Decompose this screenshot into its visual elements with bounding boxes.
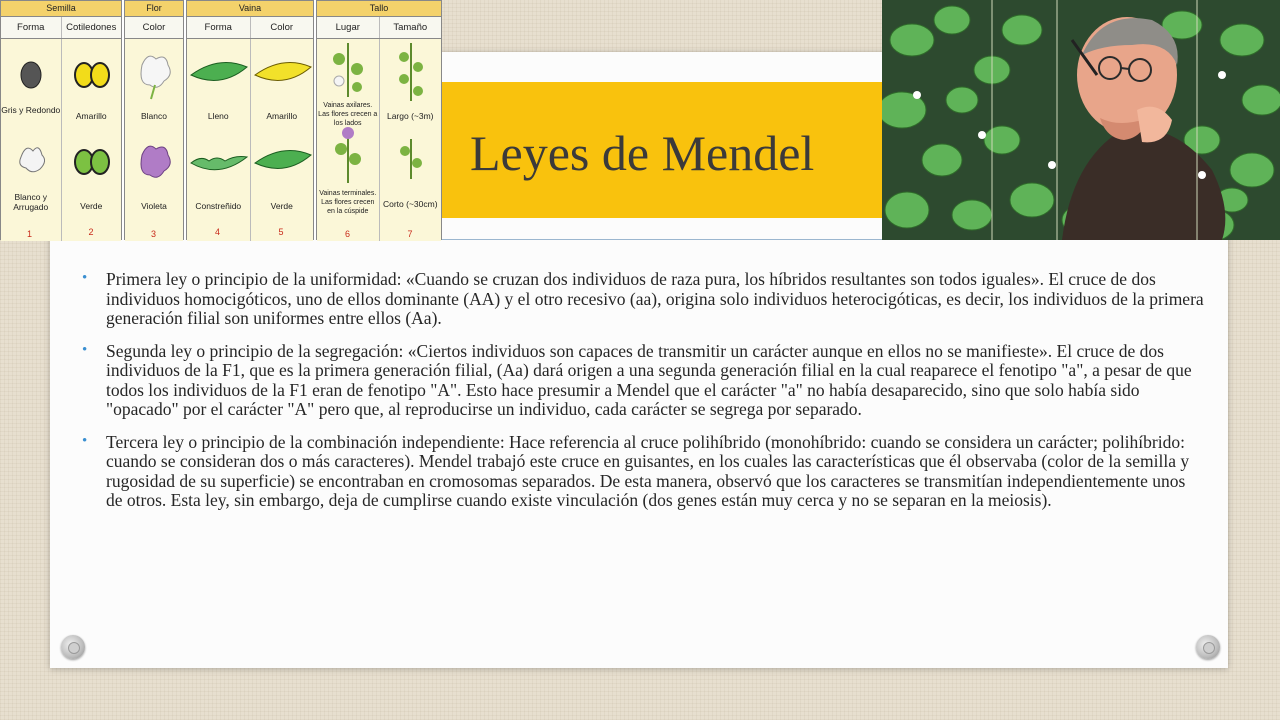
trait-column bbox=[1, 39, 62, 241]
law-item bbox=[82, 269, 1206, 329]
chart-section-vaina bbox=[186, 0, 314, 240]
trait-column bbox=[317, 39, 380, 241]
column-header: Tamaño bbox=[393, 22, 428, 33]
section-title: Semilla bbox=[1, 1, 121, 17]
trait-number: 6 bbox=[345, 229, 351, 239]
trait-column bbox=[125, 39, 183, 241]
trait-label: Gris y Redondo bbox=[1, 105, 61, 115]
pea-traits-chart bbox=[0, 0, 442, 240]
bullet-icon: • bbox=[82, 270, 88, 286]
column-header: Forma bbox=[187, 17, 251, 38]
law-item bbox=[82, 340, 1206, 420]
column-header: Forma bbox=[1, 17, 62, 38]
trait-label: Constreñido bbox=[195, 201, 242, 211]
trait-number: 4 bbox=[215, 227, 221, 237]
chart-section-tallo bbox=[316, 0, 442, 240]
trait-number: 1 bbox=[27, 229, 33, 239]
law-text: Primera ley o principio de la uniformidad: «Cuando se cruzan dos individuos de raza pura, los híbridos resultantes son todos iguales». El cruce de dos individuos homocigóticos, uno de ellos dominante (AA) y el otro recesivo (aa), origina solo individuos heterocigóticas, es decir, los individuos de la primera generación filial son uniformes entre ellos (Aa). bbox=[106, 269, 1204, 328]
law-text: Tercera ley o principio de la combinación independiente: Hace referencia al cruce polihíbrido (monohíbrido: cuando se considera un carácter; polihíbrido: cuando se consideran dos o más caracteres). Mendel trabajó este cruce en guisantes, en los cuales las características que él observaba (color de la semilla y rugosidad de su superficie) se encontraban en cromosomas separados. De esta manera, observó que los caracteres se transmitían independientemente unos de otros. Esta ley, sin embargo, deja de cumplirse cuando existe vinculación (dos genes están muy cerca y no se separan en la meiosis). bbox=[106, 431, 1190, 510]
trait-column bbox=[380, 39, 442, 241]
trait-label: Lleno bbox=[207, 111, 229, 121]
trait-number: 5 bbox=[278, 227, 284, 237]
trait-column bbox=[251, 39, 314, 241]
trait-column bbox=[62, 39, 122, 241]
trait-number: 3 bbox=[151, 229, 157, 239]
chart-section-semilla bbox=[0, 0, 122, 240]
trait-label: Verde bbox=[80, 201, 103, 211]
stem-size-icon bbox=[380, 39, 442, 241]
bullet-icon: • bbox=[82, 341, 88, 358]
trait-label: Verde bbox=[270, 201, 293, 211]
section-title: Vaina bbox=[187, 1, 313, 17]
trait-label: Blanco bbox=[141, 111, 167, 121]
column-header: Color bbox=[142, 22, 166, 33]
laws-list bbox=[82, 269, 1206, 524]
slide-title: Leyes de Mendel bbox=[470, 125, 815, 181]
trait-label: Amarillo bbox=[75, 111, 107, 121]
law-item bbox=[82, 431, 1206, 511]
trait-label: Largo (~3m) bbox=[386, 111, 434, 121]
mendel-illustration bbox=[882, 0, 1280, 240]
screw-icon bbox=[61, 635, 85, 659]
trait-label: Amarillo bbox=[266, 111, 298, 121]
section-title: Tallo bbox=[317, 1, 441, 17]
trait-column bbox=[187, 39, 251, 241]
column-header: Color bbox=[270, 22, 294, 33]
trait-label: Vainas terminales. Las flores crecen en la cúspide bbox=[319, 190, 377, 215]
section-title: Flor bbox=[125, 1, 183, 17]
column-header: Lugar bbox=[317, 17, 380, 38]
trait-label: Blanco y Arrugado bbox=[13, 192, 49, 212]
trait-label: Vainas axilares. Las flores crecen a los lados bbox=[318, 102, 378, 127]
column-header: Cotiledones bbox=[66, 22, 117, 33]
trait-number: 2 bbox=[88, 227, 94, 237]
screw-icon bbox=[1196, 635, 1220, 659]
law-text: Segunda ley o principio de la segregación: «Ciertos individuos son capaces de transmitir un carácter aunque en ellos no se manifieste». El cruce de dos individuos de la F1, que es la primera generación filial, (Aa) dará origen a una segunda generación filial en la cual reaparece el fenotipo "a", a pesar de que todos los individuos de la F1 eran de fenotipo "A". Esto hace presumir a Mendel que el carácter "a" no había desaparecido, sino que solo había sido "opacado" por el carácter "A" pero que, al reproducirse un individuo, cada carácter se segrega por separado. bbox=[106, 340, 1192, 419]
trait-number: 7 bbox=[407, 229, 413, 239]
trait-label: Corto (~30cm) bbox=[382, 199, 438, 209]
trait-label: Violeta bbox=[141, 201, 167, 211]
bullet-icon: • bbox=[82, 432, 88, 449]
chart-section-flor bbox=[124, 0, 184, 240]
